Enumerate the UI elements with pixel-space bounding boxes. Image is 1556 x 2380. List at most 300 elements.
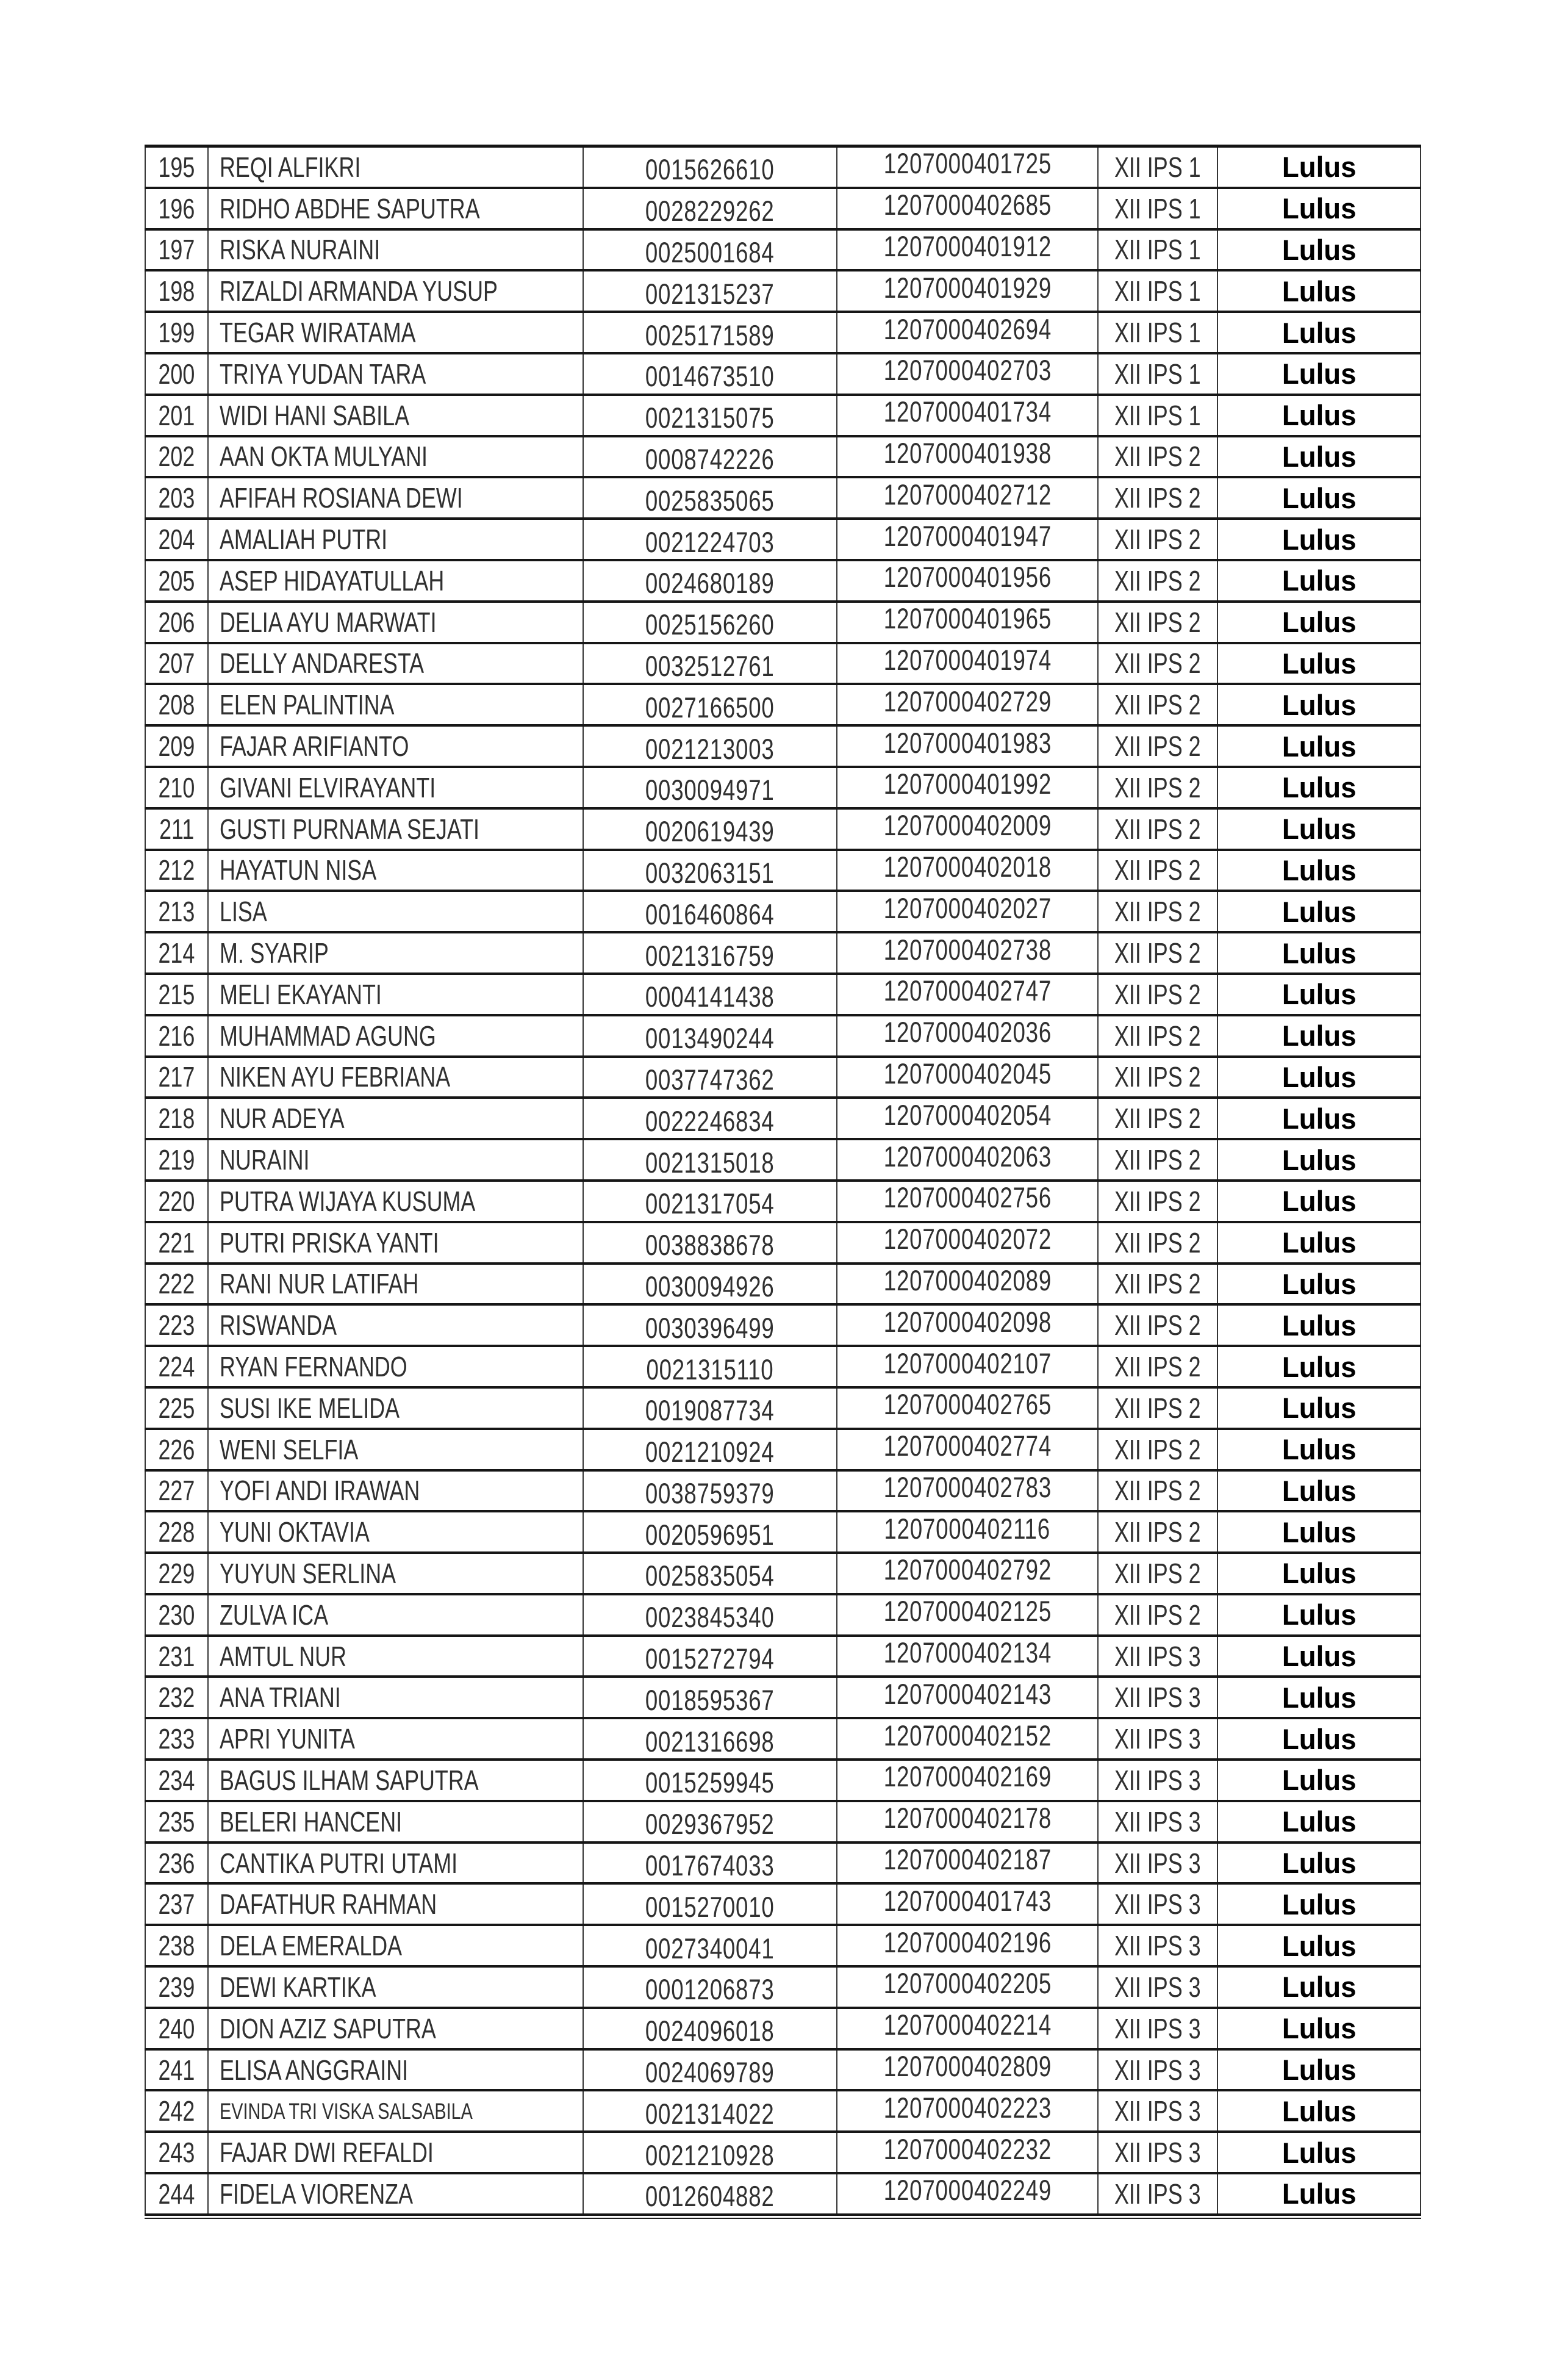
status-text: Lulus — [1282, 481, 1357, 514]
cell-exam-number — [837, 1265, 1099, 1304]
cell-class — [1099, 1430, 1218, 1469]
exam-number-text: 1207000402694 — [883, 313, 1052, 345]
exam-number-text: 1207000402045 — [883, 1057, 1052, 1090]
status-text: Lulus — [1282, 399, 1357, 432]
row-number-text: 208 — [158, 689, 195, 721]
cell-class — [1099, 975, 1218, 1014]
cell-status — [1218, 437, 1421, 476]
row-number-text: 216 — [158, 1019, 195, 1052]
cell-status — [1218, 2091, 1421, 2130]
table-row — [145, 2051, 1421, 2092]
class-text: XII IPS 2 — [1114, 606, 1201, 638]
status-text: Lulus — [1282, 2094, 1357, 2127]
row-number-text: 199 — [158, 317, 195, 349]
cell-row-number — [145, 1058, 209, 1097]
row-number-text: 202 — [158, 440, 195, 473]
cell-status — [1218, 1719, 1421, 1758]
nisn-text: 0019087734 — [645, 1394, 775, 1427]
table-row — [145, 1926, 1421, 1968]
cell-row-number — [145, 1802, 209, 1841]
table-row — [145, 1140, 1421, 1182]
row-number-text: 220 — [158, 1185, 195, 1217]
cell-exam-number — [837, 851, 1099, 890]
cell-status — [1218, 1099, 1421, 1138]
nisn-text: 0037747362 — [645, 1063, 775, 1096]
results-table — [145, 145, 1421, 2219]
student-name-text: CANTIKA PUTRI UTAMI — [220, 1847, 458, 1879]
exam-number-text: 1207000402125 — [883, 1595, 1052, 1628]
cell-class — [1099, 478, 1218, 517]
nisn-text: 0013490244 — [645, 1022, 775, 1055]
class-text: XII IPS 2 — [1114, 978, 1201, 1010]
cell-student-name — [209, 2133, 584, 2172]
nisn-text: 0012604882 — [645, 2180, 775, 2213]
table-row — [145, 1265, 1421, 1306]
cell-nisn — [584, 1761, 837, 1800]
cell-student-name — [209, 478, 584, 517]
nisn-text: 0021314022 — [645, 2097, 775, 2130]
student-name-text: NUR ADEYA — [220, 1102, 345, 1135]
cell-nisn — [584, 478, 837, 517]
cell-row-number — [145, 271, 209, 311]
student-name-text: PUTRA WIJAYA KUSUMA — [220, 1185, 476, 1217]
cell-status — [1218, 2174, 1421, 2213]
class-text: XII IPS 2 — [1114, 647, 1201, 680]
cell-class — [1099, 437, 1218, 476]
cell-student-name — [209, 1472, 584, 1511]
cell-status — [1218, 1554, 1421, 1593]
cell-student-name — [209, 1223, 584, 1262]
cell-student-name — [209, 148, 584, 187]
cell-class — [1099, 1389, 1218, 1428]
nisn-text: 0015259945 — [645, 1766, 775, 1799]
cell-exam-number — [837, 2051, 1099, 2090]
cell-status — [1218, 1389, 1421, 1428]
class-text: XII IPS 3 — [1114, 2137, 1201, 2169]
table-row — [145, 1761, 1421, 1802]
cell-status — [1218, 975, 1421, 1014]
table-row — [145, 1554, 1421, 1595]
exam-number-text: 1207000402098 — [883, 1306, 1052, 1338]
cell-row-number — [145, 2174, 209, 2213]
cell-status — [1218, 1472, 1421, 1511]
cell-nisn — [584, 1140, 837, 1179]
student-name-text: DELLY ANDARESTA — [220, 647, 425, 680]
cell-exam-number — [837, 685, 1099, 724]
cell-student-name — [209, 644, 584, 683]
status-text: Lulus — [1282, 1350, 1357, 1383]
cell-class — [1099, 1885, 1218, 1924]
table-row — [145, 1347, 1421, 1389]
exam-number-text: 1207000402072 — [883, 1223, 1052, 1256]
status-text: Lulus — [1282, 895, 1357, 928]
nisn-text: 0024096018 — [645, 2015, 775, 2047]
row-number-text: 242 — [158, 2095, 195, 2127]
exam-number-text: 1207000402116 — [884, 1512, 1051, 1545]
cell-student-name — [209, 1885, 584, 1924]
nisn-text: 0021315018 — [645, 1146, 775, 1179]
nisn-text: 0016460864 — [645, 897, 775, 930]
cell-nisn — [584, 1968, 837, 2007]
exam-number-text: 1207000402783 — [883, 1471, 1052, 1503]
exam-number-text: 1207000402747 — [883, 974, 1052, 1007]
cell-student-name — [209, 1347, 584, 1386]
student-name-text: AAN OKTA MULYANI — [220, 440, 428, 473]
cell-nisn — [584, 1389, 837, 1428]
row-number-text: 224 — [158, 1351, 195, 1382]
cell-student-name — [209, 1182, 584, 1221]
cell-exam-number — [837, 1182, 1099, 1221]
cell-student-name — [209, 1844, 584, 1883]
cell-student-name — [209, 2009, 584, 2048]
nisn-text: 0029367952 — [645, 1808, 775, 1841]
table-row — [145, 1844, 1421, 1885]
cell-row-number — [145, 933, 209, 972]
exam-number-text: 1207000401947 — [883, 520, 1052, 552]
student-name-text: RISWANDA — [220, 1309, 337, 1342]
cell-exam-number — [837, 892, 1099, 931]
cell-row-number — [145, 1719, 209, 1758]
cell-row-number — [145, 768, 209, 807]
nisn-text: 0004141438 — [645, 980, 775, 1013]
table-row — [145, 2009, 1421, 2051]
cell-student-name — [209, 1430, 584, 1469]
exam-number-text: 1207000401992 — [883, 768, 1052, 800]
status-text: Lulus — [1282, 1681, 1357, 1714]
cell-class — [1099, 231, 1218, 270]
cell-student-name — [209, 2051, 584, 2090]
cell-student-name — [209, 1968, 584, 2007]
cell-exam-number — [837, 1512, 1099, 1551]
row-number-text: 239 — [158, 1971, 195, 2003]
status-text: Lulus — [1282, 1185, 1357, 1218]
cell-nisn — [584, 768, 837, 807]
cell-student-name — [209, 520, 584, 559]
row-number-text: 237 — [158, 1888, 195, 1921]
status-text: Lulus — [1282, 1019, 1357, 1052]
cell-status — [1218, 768, 1421, 807]
cell-student-name — [209, 1926, 584, 1965]
table-row — [145, 1430, 1421, 1472]
nisn-text: 0028229262 — [645, 195, 775, 228]
table-row — [145, 1472, 1421, 1513]
cell-exam-number — [837, 1058, 1099, 1097]
student-name-text: RYAN FERNANDO — [220, 1351, 407, 1382]
exam-number-text: 1207000401965 — [883, 602, 1052, 635]
exam-number-text: 1207000402178 — [883, 1802, 1052, 1835]
cell-exam-number — [837, 603, 1099, 642]
cell-nisn — [584, 644, 837, 683]
status-text: Lulus — [1282, 2054, 1357, 2087]
cell-student-name — [209, 189, 584, 228]
status-text: Lulus — [1282, 1226, 1357, 1259]
cell-nisn — [584, 727, 837, 766]
row-number-text: 215 — [158, 978, 195, 1010]
status-text: Lulus — [1282, 813, 1357, 846]
nisn-text: 0024069789 — [645, 2056, 775, 2089]
cell-exam-number — [837, 1099, 1099, 1138]
cell-nisn — [584, 1512, 837, 1551]
table-row — [145, 520, 1421, 561]
class-text: XII IPS 1 — [1114, 275, 1201, 307]
cell-nisn — [584, 1802, 837, 1841]
student-name-text: FAJAR ARIFIANTO — [220, 730, 409, 763]
status-text: Lulus — [1282, 358, 1357, 390]
table-row — [145, 437, 1421, 479]
table-row — [145, 1512, 1421, 1554]
cell-student-name — [209, 1802, 584, 1841]
status-text: Lulus — [1282, 1474, 1357, 1507]
cell-class — [1099, 1472, 1218, 1511]
nisn-text: 0021317054 — [645, 1187, 775, 1220]
nisn-text: 0025835065 — [645, 484, 775, 517]
cell-class — [1099, 1099, 1218, 1138]
nisn-text: 0038759379 — [645, 1476, 775, 1509]
student-name-text: GIVANI ELVIRAYANTI — [220, 771, 436, 804]
cell-status — [1218, 2009, 1421, 2048]
cell-exam-number — [837, 437, 1099, 476]
cell-exam-number — [837, 189, 1099, 228]
class-text: XII IPS 2 — [1114, 730, 1201, 763]
exam-number-text: 1207000402703 — [883, 354, 1052, 387]
table-row — [145, 1223, 1421, 1265]
table-row — [145, 727, 1421, 768]
cell-status — [1218, 1182, 1421, 1221]
row-number-text: 223 — [158, 1309, 195, 1342]
cell-student-name — [209, 354, 584, 394]
nisn-text: 0025171589 — [645, 318, 775, 351]
cell-class — [1099, 768, 1218, 807]
status-text: Lulus — [1282, 1805, 1357, 1838]
cell-student-name — [209, 851, 584, 890]
row-number-text: 209 — [158, 730, 195, 763]
class-text: XII IPS 2 — [1114, 1309, 1201, 1342]
cell-row-number — [145, 685, 209, 724]
row-number-text: 200 — [158, 358, 195, 390]
row-number-text: 204 — [158, 523, 195, 556]
status-text: Lulus — [1282, 2136, 1357, 2169]
status-text: Lulus — [1282, 1640, 1357, 1673]
cell-class — [1099, 1512, 1218, 1551]
cell-nisn — [584, 810, 837, 849]
cell-class — [1099, 1926, 1218, 1965]
student-name-text: RIZALDI ARMANDA YUSUP — [220, 275, 498, 307]
student-name-text: AMTUL NUR — [220, 1640, 346, 1672]
cell-class — [1099, 271, 1218, 311]
cell-status — [1218, 231, 1421, 270]
nisn-text: 0025156260 — [645, 608, 775, 641]
table-row — [145, 851, 1421, 893]
exam-number-text: 1207000401938 — [883, 437, 1052, 469]
cell-row-number — [145, 1512, 209, 1551]
status-text: Lulus — [1282, 647, 1357, 680]
row-number-text: 227 — [158, 1475, 195, 1507]
cell-nisn — [584, 1472, 837, 1511]
student-name-text: AMALIAH PUTRI — [220, 523, 388, 556]
cell-exam-number — [837, 1223, 1099, 1262]
cell-exam-number — [837, 1554, 1099, 1593]
cell-status — [1218, 396, 1421, 435]
class-text: XII IPS 2 — [1114, 1351, 1201, 1382]
student-name-text: FAJAR DWI REFALDI — [220, 2137, 434, 2169]
cell-student-name — [209, 933, 584, 972]
cell-status — [1218, 520, 1421, 559]
nisn-text: 0021315075 — [645, 401, 775, 434]
student-name-text: M. SYARIP — [220, 937, 329, 969]
cell-class — [1099, 1347, 1218, 1386]
student-name-text: DION AZIZ SAPUTRA — [220, 2012, 436, 2044]
student-name-text: YUNI OKTAVIA — [220, 1516, 370, 1548]
cell-student-name — [209, 313, 584, 352]
cell-row-number — [145, 975, 209, 1014]
cell-exam-number — [837, 313, 1099, 352]
cell-student-name — [209, 1016, 584, 1055]
exam-number-text: 1207000402009 — [883, 809, 1052, 842]
cell-row-number — [145, 1140, 209, 1179]
table-row — [145, 1099, 1421, 1140]
cell-class — [1099, 1844, 1218, 1883]
exam-number-text: 1207000401974 — [883, 644, 1052, 676]
cell-exam-number — [837, 1637, 1099, 1676]
table-row — [145, 1182, 1421, 1223]
class-text: XII IPS 3 — [1114, 1640, 1201, 1672]
row-number-text: 205 — [158, 564, 195, 597]
table-row — [145, 2174, 1421, 2216]
cell-nisn — [584, 354, 837, 394]
cell-class — [1099, 1678, 1218, 1717]
student-name-text: ELISA ANGGRAINI — [220, 2054, 409, 2086]
cell-student-name — [209, 603, 584, 642]
nisn-text: 0025835054 — [645, 1559, 775, 1592]
cell-row-number — [145, 313, 209, 352]
class-text: XII IPS 1 — [1114, 317, 1201, 349]
cell-status — [1218, 1844, 1421, 1883]
cell-row-number — [145, 2009, 209, 2048]
table-row — [145, 933, 1421, 975]
row-number-text: 229 — [158, 1557, 195, 1589]
cell-status — [1218, 1016, 1421, 1055]
exam-number-text: 1207000402738 — [883, 933, 1052, 966]
cell-class — [1099, 148, 1218, 187]
cell-nisn — [584, 2133, 837, 2172]
cell-class — [1099, 1968, 1218, 2007]
cell-exam-number — [837, 644, 1099, 683]
row-number-text: 241 — [158, 2054, 195, 2086]
cell-row-number — [145, 2051, 209, 2090]
nisn-text: 0022246834 — [645, 1104, 775, 1137]
cell-status — [1218, 271, 1421, 311]
cell-row-number — [145, 478, 209, 517]
cell-status — [1218, 1265, 1421, 1304]
student-name-text: MELI EKAYANTI — [220, 978, 382, 1010]
cell-status — [1218, 354, 1421, 394]
exam-number-text: 1207000402756 — [883, 1181, 1052, 1214]
table-row — [145, 685, 1421, 727]
status-text: Lulus — [1282, 440, 1357, 473]
cell-class — [1099, 1554, 1218, 1593]
exam-number-text: 1207000402027 — [883, 892, 1052, 924]
cell-exam-number — [837, 1016, 1099, 1055]
cell-row-number — [145, 1885, 209, 1924]
class-text: XII IPS 2 — [1114, 689, 1201, 721]
cell-class — [1099, 1761, 1218, 1800]
cell-nisn — [584, 1265, 837, 1304]
nisn-text: 0014673510 — [645, 360, 775, 393]
exam-number-text: 1207000401956 — [883, 561, 1052, 594]
table-row — [145, 354, 1421, 396]
student-name-text: ELEN PALINTINA — [220, 689, 395, 721]
class-text: XII IPS 3 — [1114, 1847, 1201, 1879]
student-name-text: NIKEN AYU FEBRIANA — [220, 1061, 451, 1093]
nisn-text: 0021316759 — [645, 939, 775, 972]
exam-number-text: 1207000401743 — [883, 1885, 1052, 1917]
status-text: Lulus — [1282, 2012, 1357, 2045]
table-row — [145, 1678, 1421, 1719]
student-name-text: EVINDA TRI VISKA SALSABILA — [220, 2098, 473, 2124]
cell-student-name — [209, 1306, 584, 1345]
nisn-text: 0027340041 — [645, 1932, 775, 1965]
class-text: XII IPS 2 — [1114, 896, 1201, 928]
cell-nisn — [584, 1595, 837, 1634]
exam-number-text: 1207000402712 — [883, 478, 1052, 511]
cell-nisn — [584, 189, 837, 228]
cell-class — [1099, 727, 1218, 766]
cell-status — [1218, 313, 1421, 352]
cell-student-name — [209, 1389, 584, 1428]
class-text: XII IPS 2 — [1114, 771, 1201, 804]
cell-class — [1099, 520, 1218, 559]
cell-exam-number — [837, 1595, 1099, 1634]
nisn-text: 0021316698 — [645, 1725, 775, 1758]
table-row — [145, 1595, 1421, 1637]
student-name-text: WENI SELFIA — [220, 1433, 359, 1465]
student-name-text: YUYUN SERLINA — [220, 1557, 396, 1589]
cell-nisn — [584, 1844, 837, 1883]
nisn-text: 0001206873 — [645, 1973, 775, 2006]
class-text: XII IPS 3 — [1114, 1681, 1201, 1714]
cell-nisn — [584, 2051, 837, 2090]
cell-status — [1218, 685, 1421, 724]
status-text: Lulus — [1282, 1102, 1357, 1135]
student-name-text: HAYATUN NISA — [220, 854, 377, 886]
exam-number-text: 1207000402054 — [883, 1099, 1052, 1131]
cell-exam-number — [837, 1306, 1099, 1345]
table-row — [145, 189, 1421, 231]
row-number-text: 238 — [158, 1930, 195, 1962]
cell-row-number — [145, 148, 209, 187]
cell-class — [1099, 1802, 1218, 1841]
nisn-text: 0021210924 — [645, 1436, 775, 1469]
cell-row-number — [145, 231, 209, 270]
student-name-text: TRIYA YUDAN TARA — [220, 358, 426, 390]
cell-student-name — [209, 1719, 584, 1758]
class-text: XII IPS 2 — [1114, 482, 1201, 514]
cell-exam-number — [837, 1885, 1099, 1924]
cell-status — [1218, 1347, 1421, 1386]
class-text: XII IPS 2 — [1114, 1475, 1201, 1507]
exam-number-text: 1207000402036 — [883, 1016, 1052, 1049]
nisn-text: 0021224703 — [645, 525, 775, 558]
exam-number-text: 1207000402214 — [883, 2008, 1052, 2041]
cell-exam-number — [837, 933, 1099, 972]
cell-row-number — [145, 1099, 209, 1138]
cell-exam-number — [837, 1678, 1099, 1717]
cell-nisn — [584, 396, 837, 435]
cell-row-number — [145, 644, 209, 683]
nisn-text: 0025001684 — [645, 235, 775, 268]
status-text: Lulus — [1282, 978, 1357, 1011]
table-row — [145, 1968, 1421, 2009]
